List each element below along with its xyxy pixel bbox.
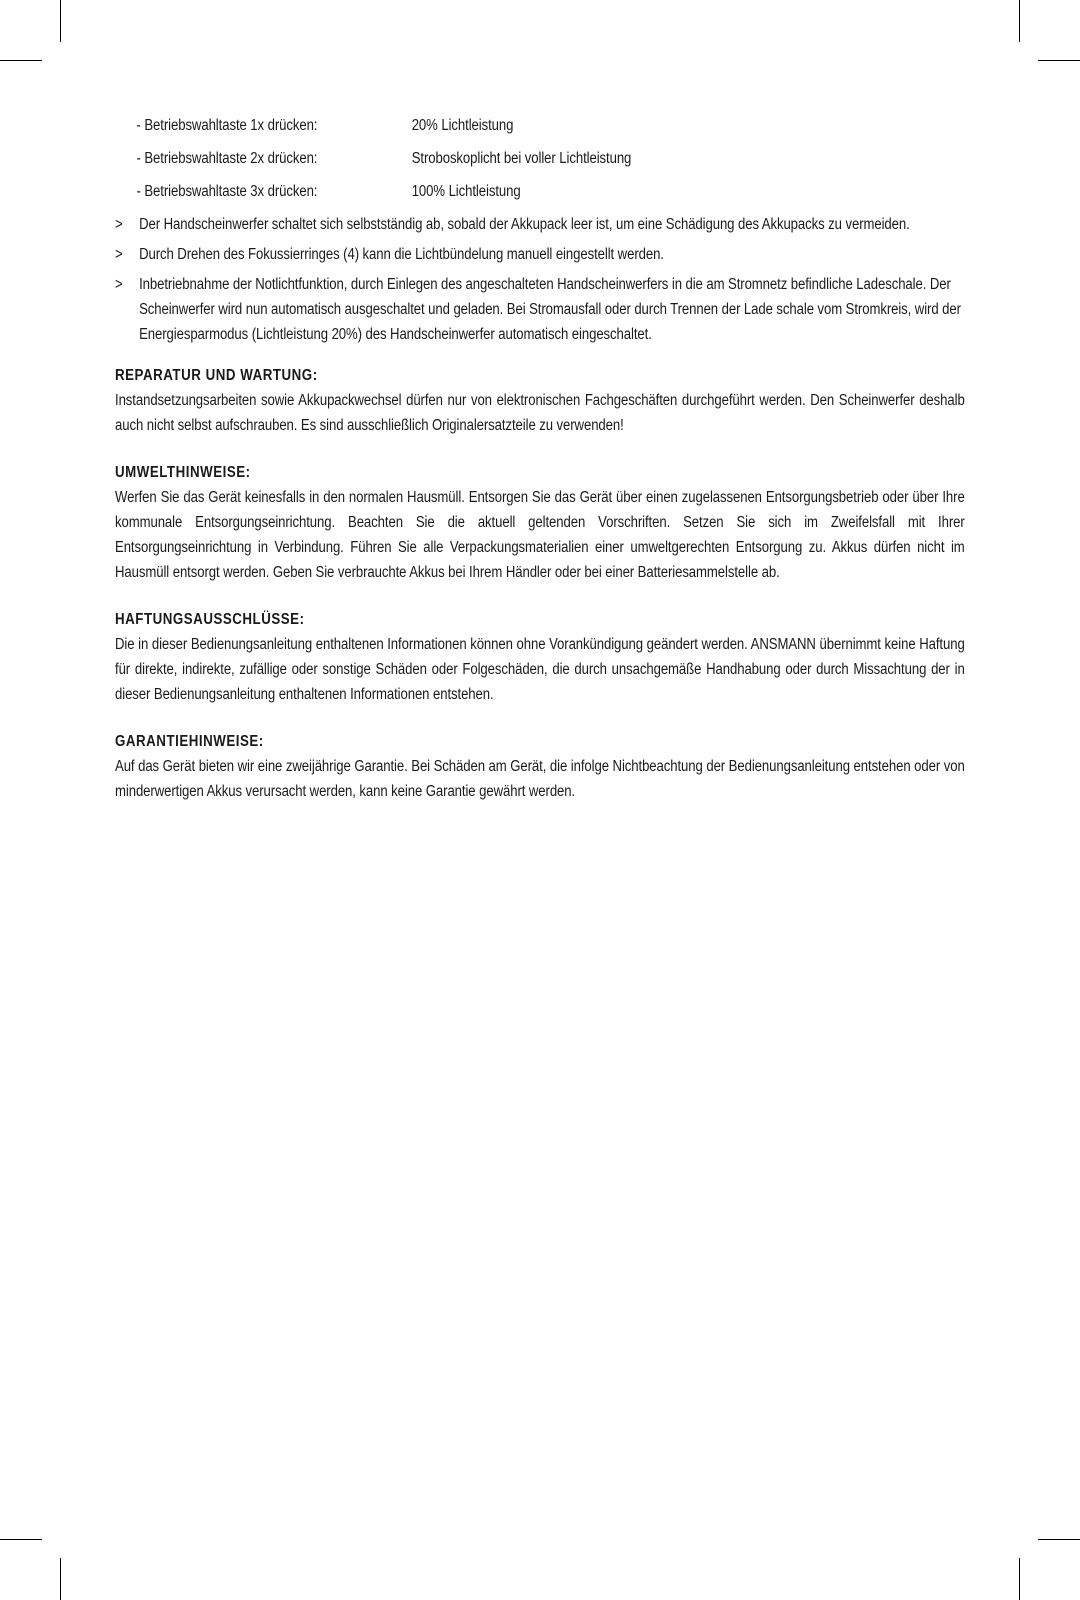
section-environment <box>115 460 965 585</box>
crop-mark-top-right-horizontal <box>1038 60 1080 61</box>
section-heading: HAFTUNGSAUSSCHLÜSSE: <box>115 611 305 628</box>
mode-label: - Betriebswahltaste 2x drücken: <box>136 150 318 167</box>
page-content <box>115 113 965 826</box>
bullet-text: Durch Drehen des Fokussierringes (4) kann die Lichtbündelung manuell eingestellt werden. <box>139 246 664 263</box>
crop-mark-bottom-left-vertical <box>60 1558 61 1600</box>
mode-value: Stroboskoplicht bei voller Lichtleistung <box>411 150 632 167</box>
mode-row <box>115 113 965 146</box>
section-text: Die in dieser Bedienungsanleitung enthaltenen Informationen können ohne Vorankündigung geändert werden. ANSMANN übernimmt keine Haftung für direkte, indirekte, zufällige oder sonstige Schäden oder Folgeschäden, die durch unsachgemäße Handhabung oder durch Missachtung der in dieser Bedienungsanleitung enthaltenen Informationen entstehen. <box>115 636 965 703</box>
mode-row <box>115 146 965 179</box>
mode-list <box>115 113 965 212</box>
section-text: Instandsetzungsarbeiten sowie Akkupackwechsel dürfen nur von elektronischen Fachgeschäften durchgeführt werden. Den Scheinwerfer deshalb auch nicht selbst aufschrauben. Es sind ausschließlich Originalersatzteile zu verwenden! <box>115 392 965 434</box>
mode-row <box>115 179 965 212</box>
bullet-item <box>115 242 965 267</box>
section-heading: REPARATUR UND WARTUNG: <box>115 367 318 384</box>
mode-label: - Betriebswahltaste 3x drücken: <box>136 183 318 200</box>
section-repair <box>115 363 965 438</box>
bullet-text: Inbetriebnahme der Notlichtfunktion, durch Einlegen des angeschalteten Handscheinwerfers in die am Stromnetz befindliche Ladeschale. Der Scheinwerfer wird nun automatisch ausgeschaltet und geladen. Bei Stromausfall oder durch Trennen der Lade schale vom Stromkreis, wird der Energiesparmodus (Lichtleistung 20%) des Handscheinwerfer automatisch eingeschaltet. <box>139 276 961 343</box>
bullet-item <box>115 212 965 237</box>
crop-mark-top-right-vertical <box>1019 0 1020 42</box>
mode-value: 20% Lichtleistung <box>411 117 514 134</box>
crop-mark-top-left-vertical <box>60 0 61 42</box>
mode-value: 100% Lichtleistung <box>411 183 521 200</box>
crop-mark-top-left-horizontal <box>0 60 42 61</box>
bullet-marker: > <box>115 276 123 293</box>
bullet-marker: > <box>115 216 123 233</box>
bullet-marker: > <box>115 246 123 263</box>
bullet-text: Der Handscheinwerfer schaltet sich selbstständig ab, sobald der Akkupack leer ist, um eine Schädigung des Akkupacks zu vermeiden. <box>139 216 910 233</box>
mode-label: - Betriebswahltaste 1x drücken: <box>136 117 318 134</box>
section-text: Werfen Sie das Gerät keinesfalls in den normalen Hausmüll. Entsorgen Sie das Gerät über einen zugelassenen Entsorgungsbetrieb oder über Ihre kommunale Entsorgungseinrichtung. Beachten Sie die aktuell geltenden Vorschriften. Setzen Sie sich im Zweifelsfall mit Ihrer Entsorgungseinrichtung in Verbindung. Führen Sie alle Verpackungsmaterialien einer umweltgerechten Entsorgung zu. Akkus dürfen nicht im Hausmüll entsorgt werden. Geben Sie verbrauchte Akkus bei Ihrem Händler oder bei einer Batteriesammelstelle ab. <box>115 489 965 581</box>
bullet-item <box>115 272 965 347</box>
section-heading: UMWELTHINWEISE: <box>115 464 251 481</box>
section-heading: GARANTIEHINWEISE: <box>115 733 264 750</box>
crop-mark-bottom-right-vertical <box>1019 1558 1020 1600</box>
section-warranty <box>115 729 965 804</box>
section-text: Auf das Gerät bieten wir eine zweijährige Garantie. Bei Schäden am Gerät, die infolge Nichtbeachtung der Bedienungsanleitung entstehen oder von minderwertigen Akkus verursacht werden, kann keine Garantie gewährt werden. <box>115 758 965 800</box>
bullet-list <box>115 212 965 347</box>
section-liability <box>115 607 965 707</box>
crop-mark-bottom-left-horizontal <box>0 1539 42 1540</box>
crop-mark-bottom-right-horizontal <box>1038 1539 1080 1540</box>
